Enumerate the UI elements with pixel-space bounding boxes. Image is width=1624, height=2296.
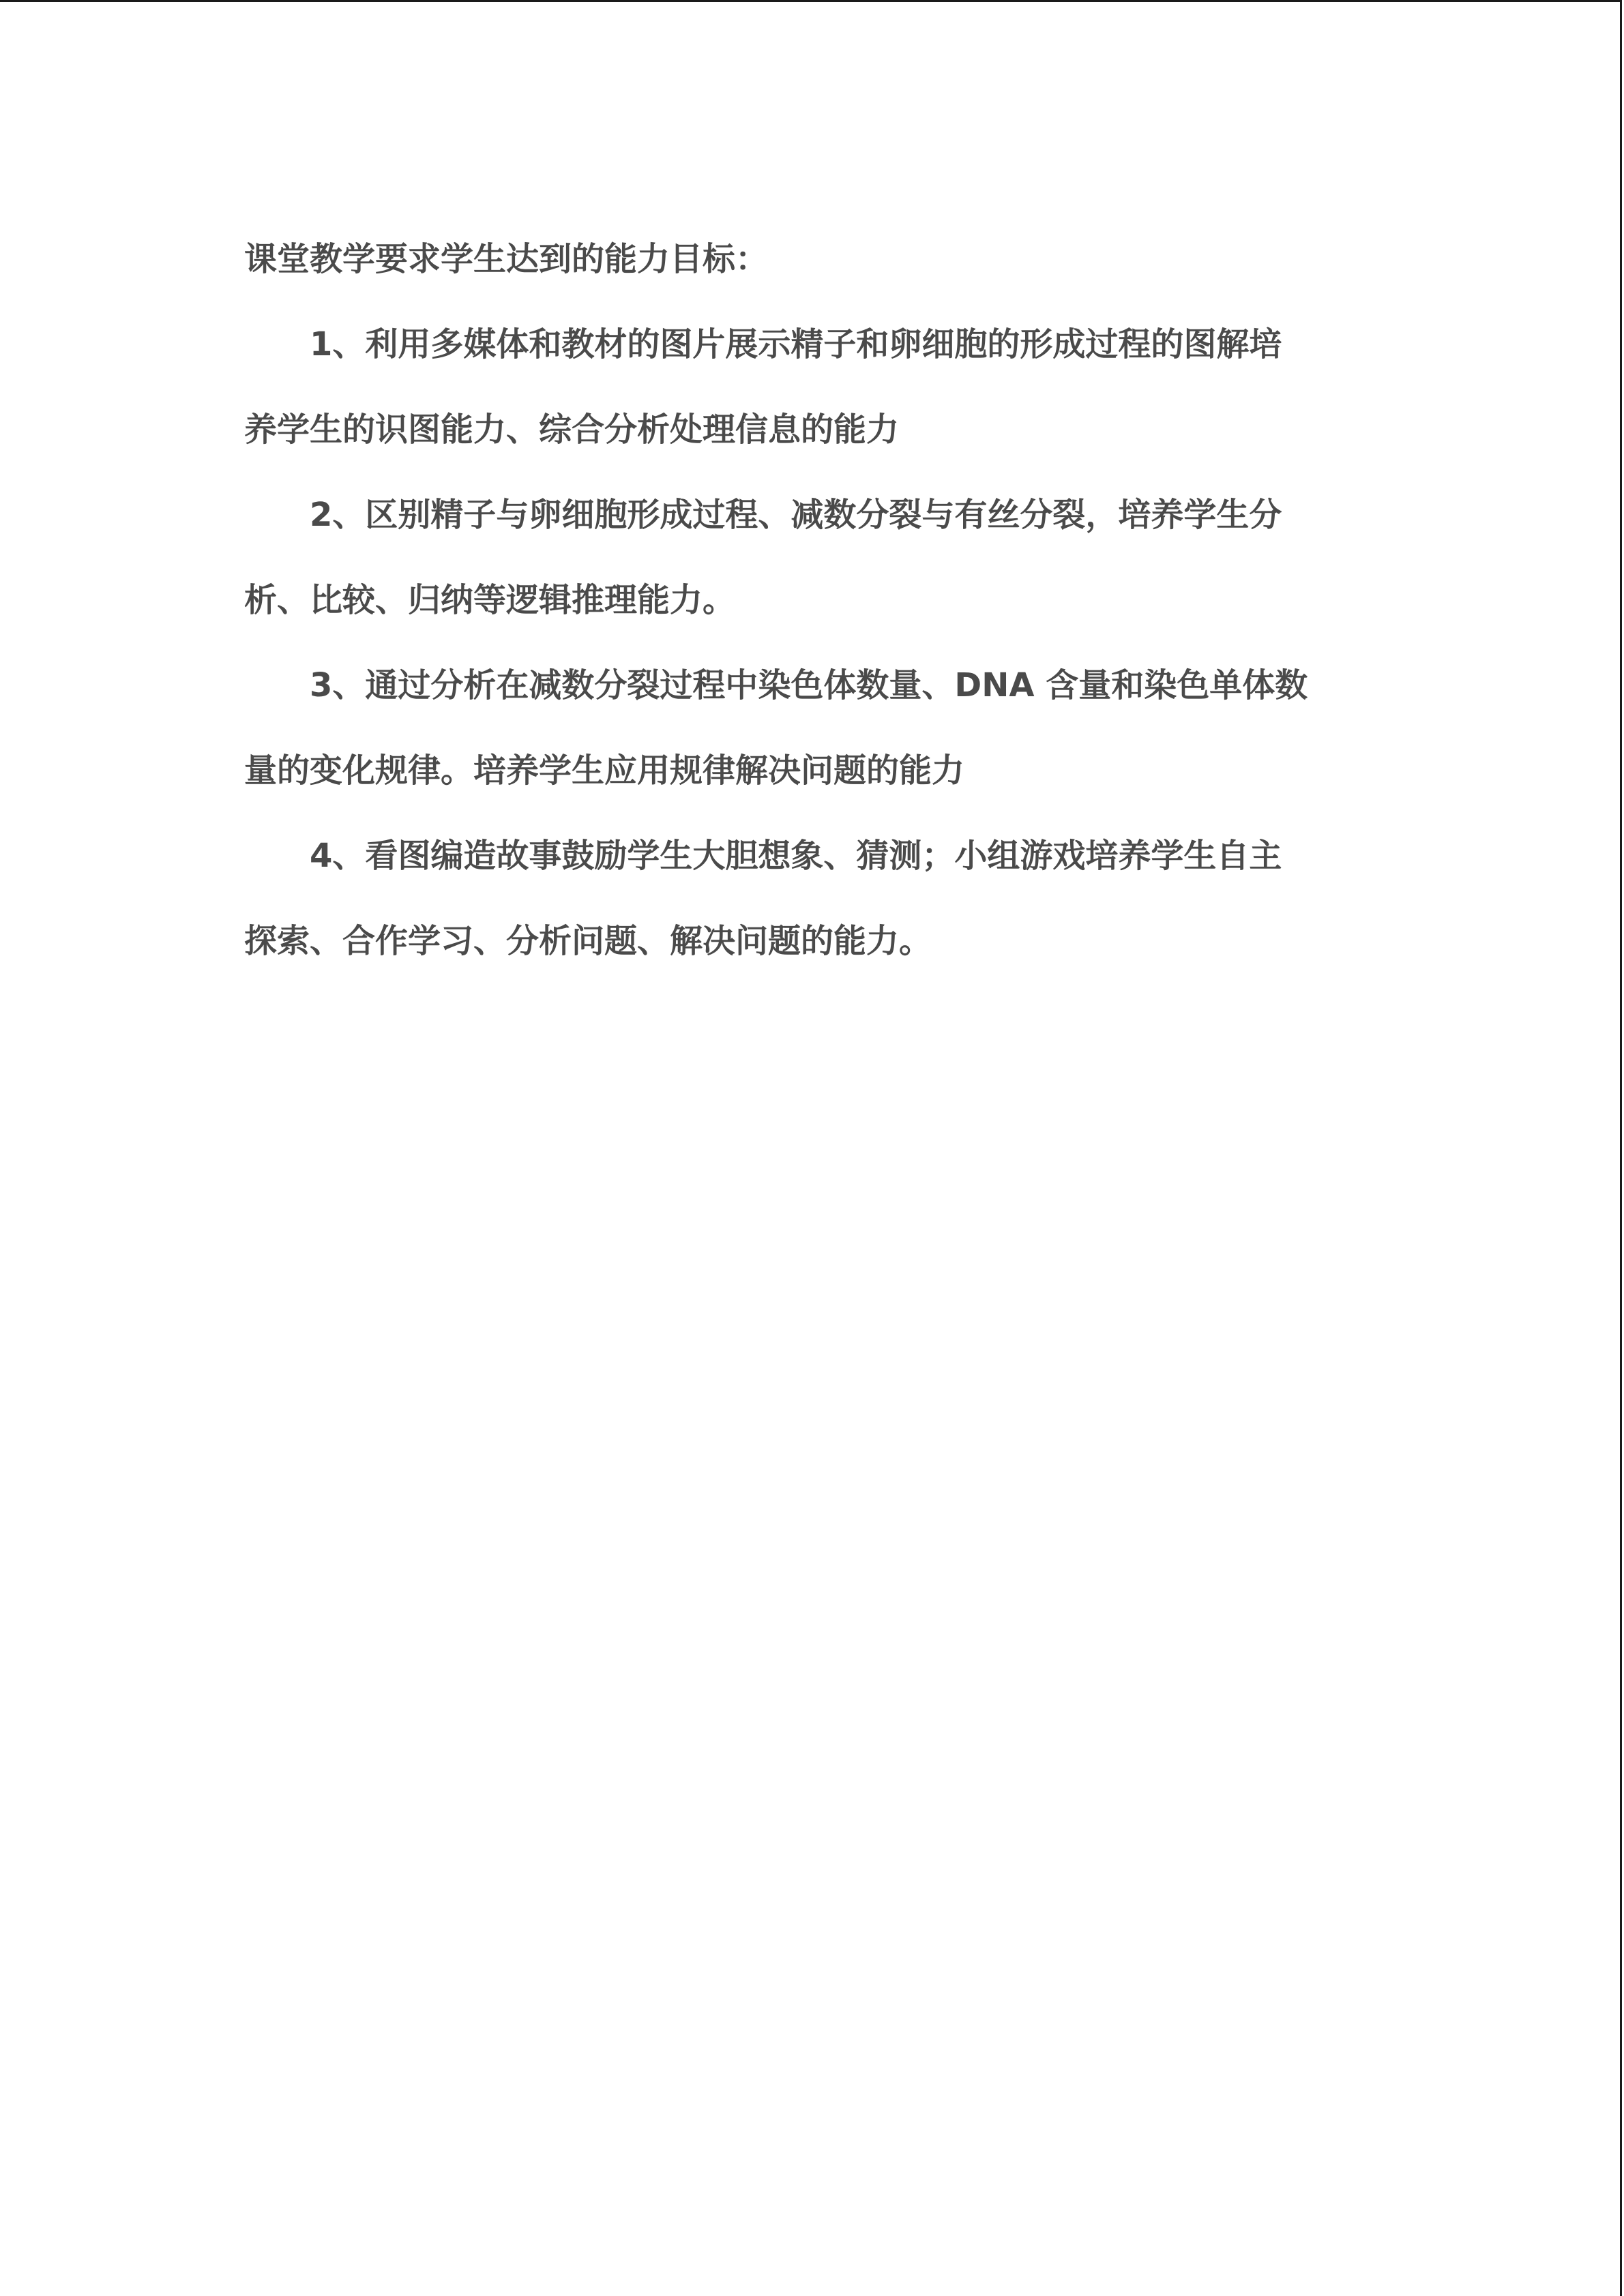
list-item-line: 探索、合作学习、分析问题、解决问题的能力。 (244, 922, 932, 960)
list-item-line: 量的变化规律。培养学生应用规律解决问题的能力 (244, 751, 965, 790)
list-item (244, 473, 1370, 643)
list-item (244, 302, 1370, 473)
list-item-line: 析、比较、归纳等逻辑推理能力。 (244, 581, 736, 619)
list-item-line: 3、通过分析在减数分裂过程中染色体数量、DNA 含量和染色单体数 (310, 666, 1308, 704)
list-item-line: 1、利用多媒体和教材的图片展示精子和卵细胞的形成过程的图解培 (310, 325, 1282, 363)
section-heading: 课堂教学要求学生达到的能力目标： (244, 240, 769, 278)
list-item-line: 养学生的识图能力、综合分析处理信息的能力 (244, 411, 900, 449)
list-item-line: 4、看图编造故事鼓励学生大胆想象、猜测；小组游戏培养学生自主 (310, 837, 1282, 875)
list-item (244, 814, 1370, 984)
list-item-line: 2、区别精子与卵细胞形成过程、减数分裂与有丝分裂，培养学生分 (310, 496, 1282, 534)
document-body (244, 217, 1370, 984)
list-item (244, 643, 1370, 814)
